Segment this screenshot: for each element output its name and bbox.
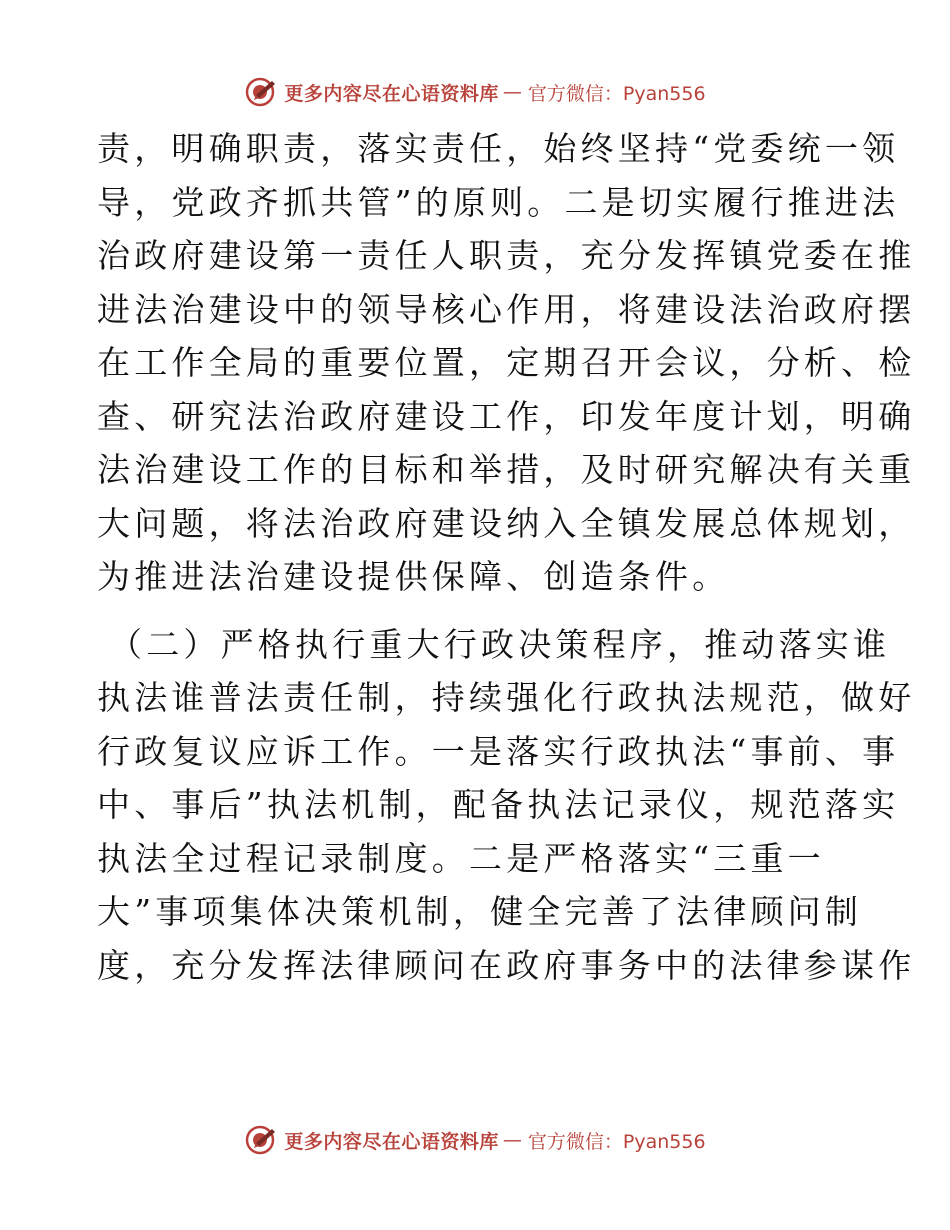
text-line: 治政府建设第一责任人职责，充分发挥镇党委在推 <box>97 236 916 275</box>
pen-seal-logo-icon <box>244 75 278 109</box>
text-line: 在工作全局的重要位置，定期召开会议，分析、检 <box>97 343 916 382</box>
footer-watermark <box>0 1120 950 1160</box>
text-line: 进法治建设中的领导核心作用，将建设法治政府摆 <box>97 289 916 329</box>
header-watermark <box>0 72 950 112</box>
watermark-separator: — <box>502 1129 522 1151</box>
watermark-brand: 更多内容尽在心语资料库 <box>284 1130 499 1153</box>
paragraph-1 <box>97 122 916 604</box>
paragraph-2 <box>97 618 916 993</box>
text-line: 中、事后”执法机制，配备执法记录仪，规范落实 <box>97 785 900 824</box>
watermark-brand: 更多内容尽在心语资料库 <box>284 82 499 105</box>
text-line: 导，党政齐抓共管”的原则。二是切实履行推进法 <box>97 182 900 222</box>
pen-seal-logo-icon <box>244 1123 278 1157</box>
text-line: 法治建设工作的目标和举措，及时研究解决有关重 <box>97 450 916 489</box>
text-line: 为推进法治建设提供保障、创造条件。 <box>97 557 730 596</box>
text-line: 大问题，将法治政府建设纳入全镇发展总体规划， <box>97 503 916 543</box>
paragraph-spacer <box>97 604 857 618</box>
text-line: 执法全过程记录制度。二是严格落实“三重一 <box>97 838 825 878</box>
document-body <box>97 122 916 992</box>
watermark-separator: — <box>502 81 522 103</box>
text-line: 大”事项集体决策机制，健全完善了法律顾问制 <box>97 892 863 931</box>
text-line: 查、研究法治政府建设工作，印发年度计划，明确 <box>97 396 916 436</box>
text-line: 责，明确职责，落实责任，始终坚持“党委统一领 <box>97 129 900 168</box>
text-line: 度，充分发挥法律顾问在政府事务中的法律参谋作 <box>97 945 916 985</box>
section-heading-line: （二）严格执行重大行政决策程序，推动落实谁 <box>109 624 891 664</box>
watermark-contact: 官方微信：Pyan556 <box>527 1130 706 1153</box>
watermark-contact: 官方微信：Pyan556 <box>527 82 706 105</box>
text-line: 行政复议应诉工作。一是落实行政执法“事前、事 <box>97 731 900 771</box>
text-line: 执法谁普法责任制，持续强化行政执法规范，做好 <box>97 678 916 717</box>
